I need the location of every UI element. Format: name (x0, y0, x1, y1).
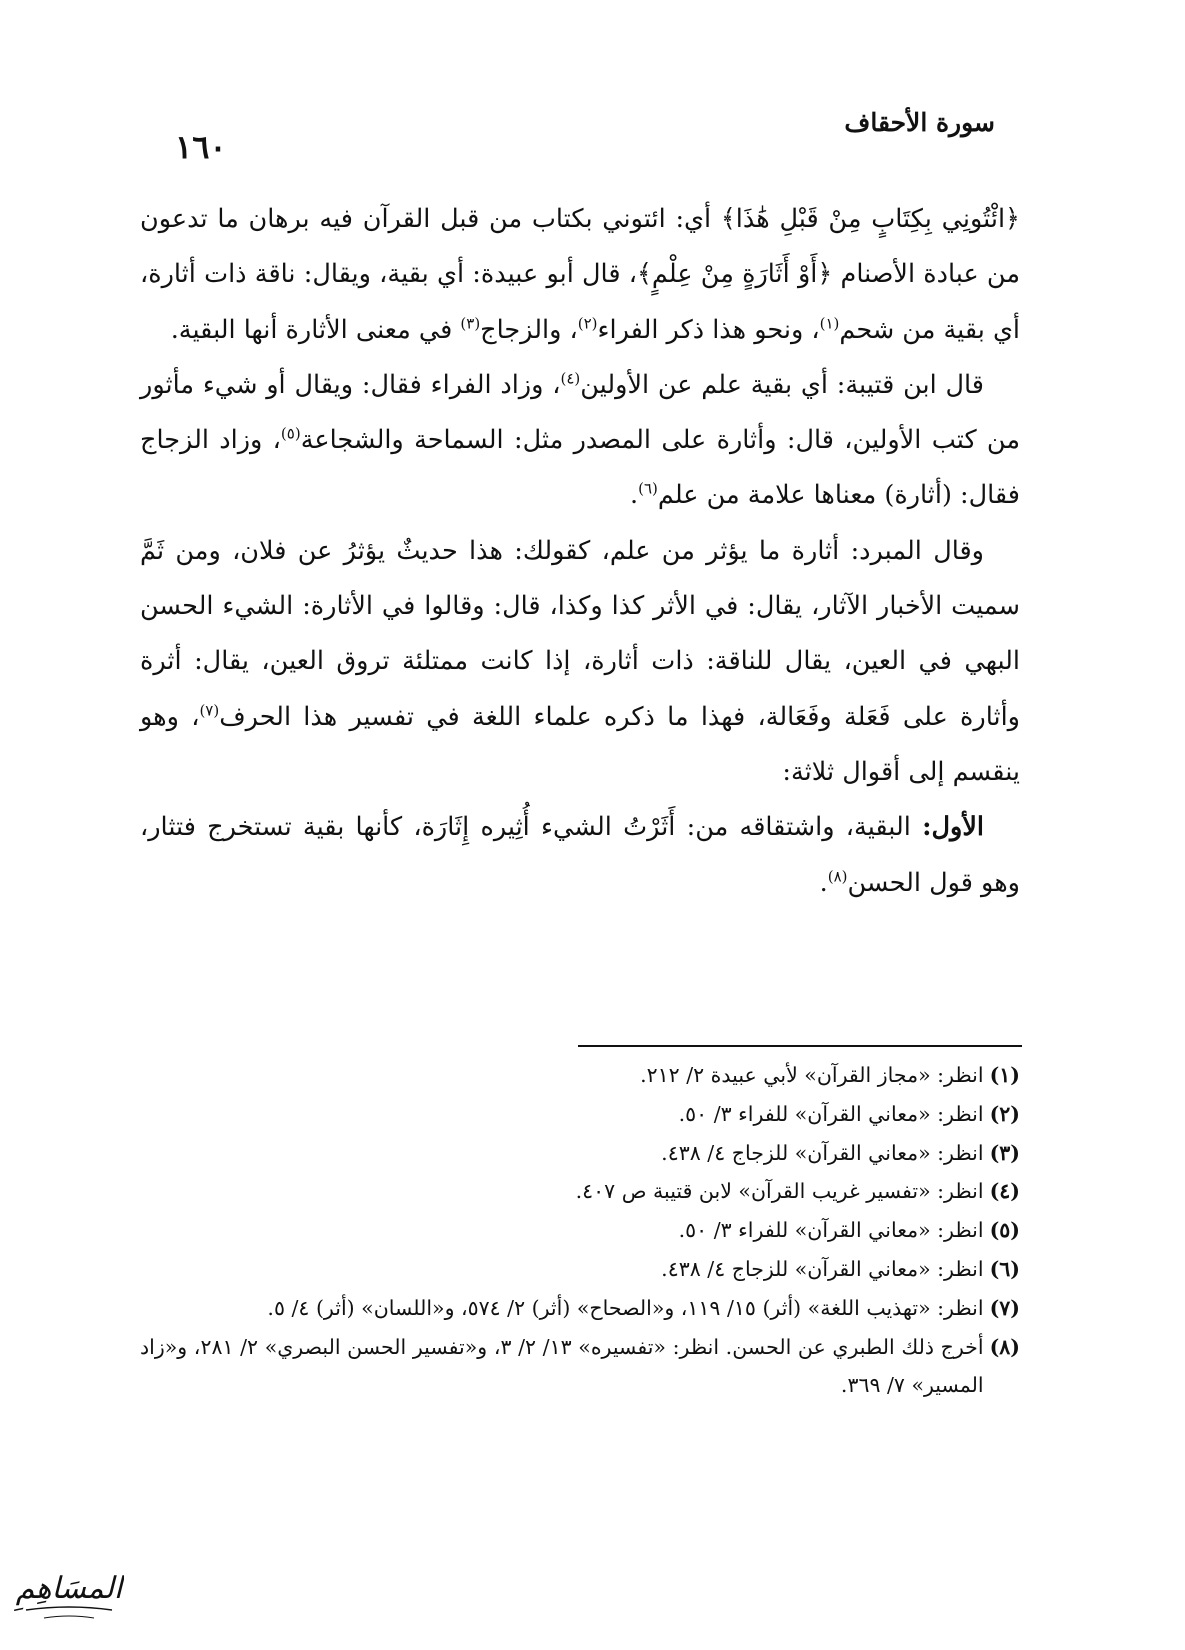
footnote-number: (٤) (989, 1179, 1020, 1204)
footnote-text: انظر: «معاني القرآن» للزجاج ٤/ ٤٣٨. (661, 1256, 984, 1281)
footnote-text: انظر: «معاني القرآن» للفراء ٣/ ٥٠. (678, 1218, 984, 1243)
footnote-ref-3: (٣) (460, 314, 481, 333)
text-segment: . (819, 867, 828, 898)
text-segment: ، وزاد الفراء فقال: ويقال أو شيء مأثور من كتب الأولين، قال: وأثارة على المصدر مثل: السماحة والشجاعة (140, 369, 1020, 456)
text-segment: البقية، واشتقاقه من: أَثَرْتُ الشيء أُثِيره إِثَارَة، كأنها بقية تستخرج فتثار، وهو قول الحسن (140, 812, 1020, 898)
publisher-logo (14, 1556, 124, 1636)
paragraph-1 (140, 192, 1020, 358)
paragraph-4 (140, 800, 1020, 911)
paragraph-2 (140, 358, 1020, 524)
footnote-text: انظر: «تفسير غريب القرآن» لابن قتيبة ص ٤٠٧. (575, 1179, 984, 1204)
footnote-number: (١) (989, 1063, 1020, 1087)
footnote-text: انظر: «تهذيب اللغة» (أثر) ١٥/ ١١٩، و«الصحاح» (أثر) ٢/ ٥٧٤، و«اللسان» (أثر) ٤/ ٥. (267, 1295, 984, 1320)
text-segment: في معنى الأثارة أنها البقية. (170, 314, 461, 345)
footnote-ref-8: (٨) (827, 867, 848, 886)
text-segment: ﴿ائْتُونِي بِكِتَابٍ مِنْ قَبْلِ هَٰذَا﴾ أي: ائتوني بكتاب من قبل القرآن فيه برهان ما تدعون من عبادة الأصنام ﴿أَوْ أَثَارَةٍ مِنْ عِلْمٍ﴾، قال أبو عبيدة: أي بقية، ويقال: ناقة ذات أثارة، أي بقية من شحم (140, 204, 1020, 345)
text-segment: وقال المبرد: أثارة ما يؤثر من علم، كقولك: هذا حديثٌ يؤثرُ عن فلان، ومن ثَمَّ سميت الأخبار الآثار، يقال: في الأثر كذا وكذا، قال: وقالوا في الأثارة: الشيء الحسن البهي في العين، يقال للناقة: ذات أثارة، إذا كانت ممتلئة تروق العين، يقال: أثرة وأثارة على فَعَلة وفَعَالة، فهذا ما ذكره علماء اللغة في تفسير هذا الحرف (140, 535, 1020, 732)
footnote-8 (140, 1328, 1020, 1406)
footnote-ref-7: (٧) (199, 701, 220, 720)
text-segment: ، وزاد الزجاج فقال: (أثارة) معناها علامة من علم (140, 425, 1020, 511)
footnote-ref-6: (٦) (638, 479, 658, 498)
footnote-ref-1: (١) (819, 314, 840, 333)
logo-flourish (44, 1616, 94, 1618)
footnote-5 (140, 1211, 1020, 1250)
footnote-text: انظر: «معاني القرآن» للزجاج ٤/ ٤٣٨. (661, 1140, 984, 1165)
page-number: ١٦٠ (175, 128, 227, 166)
footnote-1 (140, 1056, 1020, 1095)
footnote-number: (٧) (989, 1295, 1020, 1320)
footnotes (140, 1056, 1020, 1405)
page-header (140, 108, 1020, 168)
text-segment: قال ابن قتيبة: أي بقية علم عن الأولين (580, 369, 984, 400)
main-text (140, 192, 1020, 911)
footnote-number: (٥) (989, 1218, 1020, 1243)
footnote-2 (140, 1095, 1020, 1134)
section-lead: الأول: (922, 812, 984, 843)
footnote-ref-2: (٢) (577, 314, 598, 333)
footnote-3 (140, 1134, 1020, 1173)
footnote-text: انظر: «مجاز القرآن» لأبي عبيدة ٢/ ٢١٢. (640, 1063, 984, 1087)
footnote-number: (٨) (989, 1334, 1020, 1359)
footnote-ref-4: (٤) (560, 369, 581, 388)
footnote-ref-5: (٥) (280, 424, 301, 443)
footnote-4 (140, 1172, 1020, 1211)
paragraph-3 (140, 524, 1020, 800)
logo-flourish (26, 1607, 112, 1610)
text-segment: . (629, 480, 639, 511)
footnote-number: (٢) (989, 1101, 1020, 1126)
text-segment: ، والزجاج (480, 314, 578, 345)
text-segment: ، وهو ينقسم إلى أقوال ثلاثة: (140, 701, 1020, 787)
footnote-text: أخرج ذلك الطبري عن الحسن. انظر: «تفسيره» ١٣/ ٢/ ٣، و«تفسير الحسن البصري» ٢/ ٢٨١، و«زاد المسير» ٧/ ٣٦٩. (140, 1334, 984, 1398)
footnote-6 (140, 1250, 1020, 1289)
footnote-text: انظر: «معاني القرآن» للفراء ٣/ ٥٠. (678, 1101, 984, 1126)
logo-text: المسَاهِمِ (15, 1571, 123, 1606)
footnote-divider (578, 1045, 1022, 1047)
surah-title: سورة الأحقاف (844, 108, 995, 137)
footnote-7 (140, 1289, 1020, 1328)
text-segment: ، ونحو هذا ذكر الفراء (597, 314, 820, 345)
footnote-number: (٣) (989, 1140, 1020, 1165)
footnote-number: (٦) (989, 1256, 1020, 1281)
